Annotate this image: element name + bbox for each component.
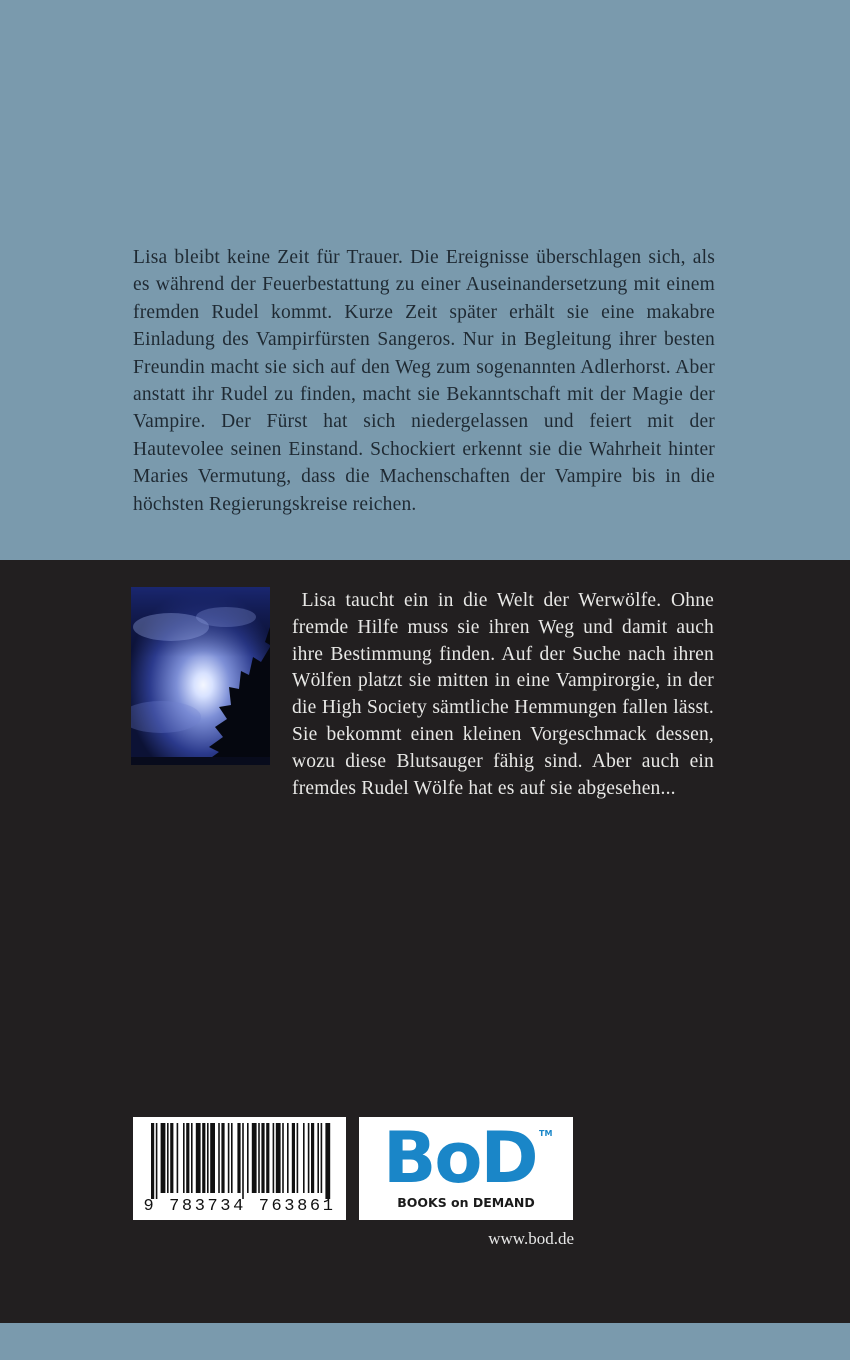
publisher-logo (359, 1117, 573, 1220)
publisher-website: www.bod.de (488, 1229, 574, 1248)
barcode-bar (297, 1123, 299, 1193)
isbn-number: 9 783734 763861 (143, 1197, 336, 1216)
moon-photo-icon (131, 587, 270, 765)
barcode-bar (210, 1123, 215, 1193)
barcode-bar (303, 1123, 305, 1193)
barcode-bar (308, 1123, 310, 1193)
barcode-bar (228, 1123, 230, 1193)
barcode-bar (311, 1123, 314, 1193)
barcode-bar (247, 1123, 249, 1193)
barcode-bar (276, 1123, 281, 1193)
barcode-bar (237, 1123, 240, 1193)
trademark-symbol: TM (539, 1129, 553, 1138)
barcode-bar (325, 1123, 330, 1199)
barcode-bar (231, 1123, 233, 1193)
barcode-bar (258, 1123, 260, 1193)
barcode-bar (261, 1123, 264, 1193)
barcode-bar (321, 1123, 323, 1193)
barcode-bar (221, 1123, 224, 1193)
barcode-bar (252, 1123, 257, 1193)
bottom-band (0, 1323, 850, 1360)
barcode-bar (317, 1123, 319, 1193)
barcode-bar (207, 1123, 209, 1193)
barcode-bar (161, 1123, 166, 1193)
barcode-bar (156, 1123, 158, 1199)
barcode-bar (183, 1123, 185, 1193)
barcode-bar (292, 1123, 295, 1193)
moonlit-night-sky-image (131, 587, 270, 765)
bod-logo-mark: BoD (383, 1117, 537, 1199)
barcode-bar (167, 1123, 169, 1193)
barcode-bar (186, 1123, 189, 1193)
barcode-bar (242, 1123, 244, 1199)
back-cover-blurb-bottom: Lisa taucht ein in die Welt der Werwölfe. Ohne fremde Hilfe muss sie ihren Weg und damit auch ihre Bestimmung finden. Auf der Suche nach ihren Wölfen platzt sie mitten in eine Vampirorgie, in der die High Society sämtliche Hemmungen fallen lässt. Sie bekommt einen kleinen Vorgeschmack dessen, wozu diese Blutsauger fähig sind. Aber auch ein fremdes Rudel Wölfe hat es auf sie abgesehen... (292, 590, 714, 799)
barcode-bar (191, 1123, 193, 1193)
barcode-icon (133, 1117, 346, 1199)
publisher-tagline: BOOKS on DEMAND (397, 1195, 535, 1210)
back-cover-blurb-top: Lisa bleibt keine Zeit für Trauer. Die Ereignisse überschlagen sich, als es während der Feuerbestattung zu einer Auseinandersetzung mit einem fremden Rudel kommt. Kurze Zeit später erhält sie eine makabre Einladung des Vampirfürsten Sangeros. Nur in Begleitung ihrer besten Freundin macht sie sich auf den Weg zum sogenannten Adlerhorst. Aber anstatt ihr Rudel zu finden, macht sie Bekanntschaft mit der Magie der Vampire. Der Fürst hat sich niedergelassen und feiert mit der Hautevolee seinen Einstand. Schockiert erkennt sie die Wahrheit hinter Maries Vermutung, dass die Machenschaften der Vampire bis in die höchsten Regierungskreise reichen. (133, 247, 715, 515)
barcode-bar (266, 1123, 269, 1193)
barcode-bar (273, 1123, 275, 1193)
barcode-bar (177, 1123, 179, 1193)
barcode-bar (202, 1123, 205, 1193)
barcode-bar (170, 1123, 173, 1193)
barcode-bar (282, 1123, 284, 1193)
isbn-barcode (133, 1117, 346, 1220)
barcode-bar (218, 1123, 220, 1193)
barcode-bar (287, 1123, 289, 1193)
barcode-bar (151, 1123, 154, 1199)
barcode-bar (196, 1123, 201, 1193)
